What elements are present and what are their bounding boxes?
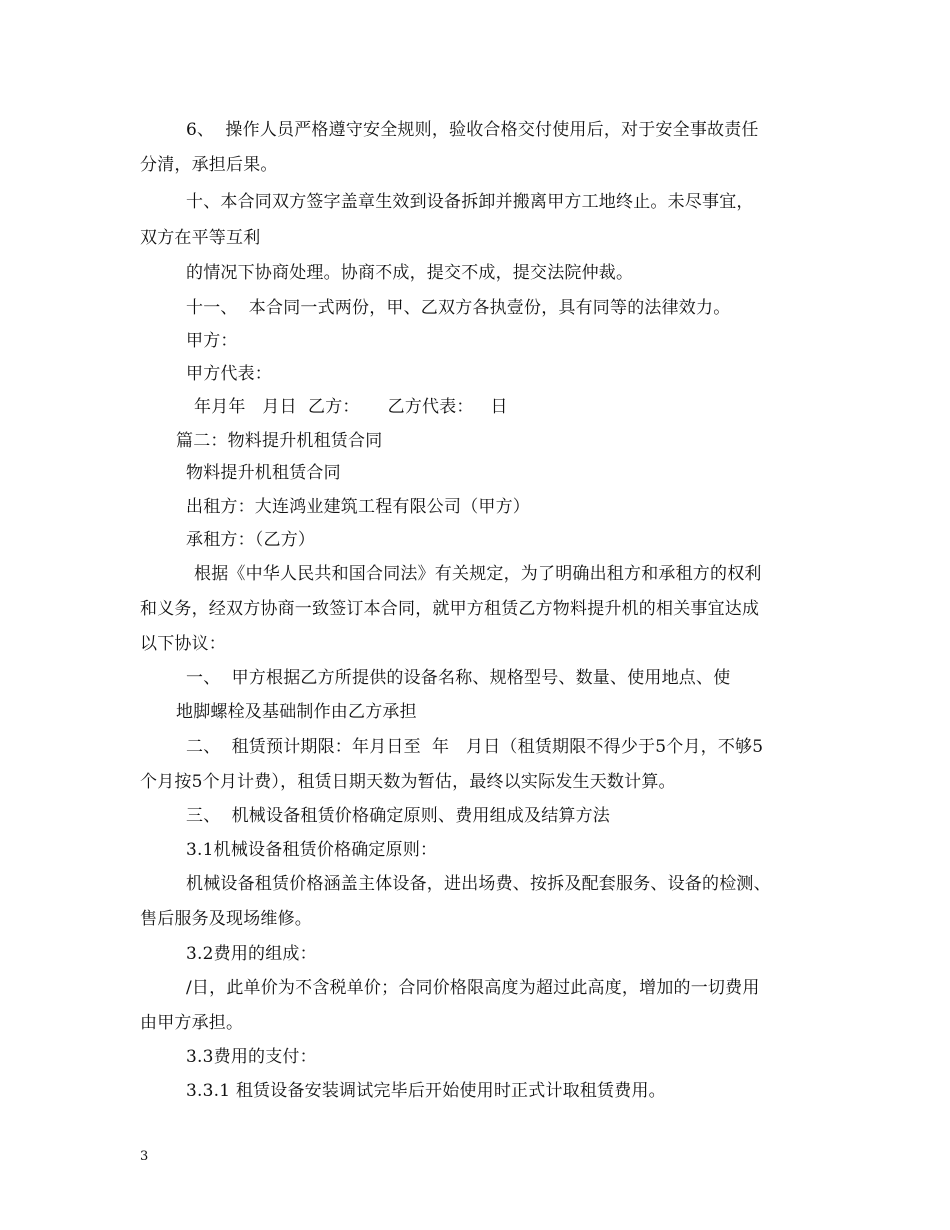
page-number: 3 bbox=[140, 1149, 149, 1164]
text-line: 售后服务及现场维修。 bbox=[140, 909, 312, 929]
text-line: 3.2费用的组成： bbox=[186, 944, 317, 964]
section-heading: 篇二：物料提升机租赁合同 bbox=[176, 431, 383, 451]
text-line: 一、 甲方根据乙方所提供的设备名称、规格型号、数量、使用地点、使 bbox=[186, 668, 731, 688]
text-line: 6、 操作人员严格遵守安全规则，验收合格交付使用后，对于安全事故责任 bbox=[186, 120, 759, 140]
text-line: 个月按5个月计费），租赁日期天数为暂估，最终以实际发生天数计算。 bbox=[140, 772, 676, 792]
text-line: 3.3费用的支付： bbox=[186, 1047, 317, 1067]
text-line: 分清，承担后果。 bbox=[140, 155, 278, 175]
text-line: 年月年 月日 乙方： 乙方代表： 日 bbox=[194, 397, 508, 417]
text-line: 机械设备租赁价格涵盖主体设备，进出场费、按拆及配套服务、设备的检测、 bbox=[186, 874, 771, 894]
text-line: 根据《中华人民共和国合同法》有关规定，为了明确出租方和承租方的权利 bbox=[194, 564, 762, 584]
text-line: 三、 机械设备租赁价格确定原则、费用组成及结算方法 bbox=[186, 806, 611, 826]
text-line: 的情况下协商处理。协商不成，提交不成，提交法院仲裁。 bbox=[186, 263, 634, 283]
text-line: 3.1机械设备租赁价格确定原则： bbox=[186, 840, 438, 860]
text-line: 十一、 本合同一式两份，甲、乙双方各执壹份，具有同等的法律效力。 bbox=[186, 298, 731, 318]
document-title: 物料提升机租赁合同 bbox=[186, 463, 341, 483]
text-line: 和义务，经双方协商一致签订本合同，就甲方租赁乙方物料提升机的相关事宜达成 bbox=[140, 599, 760, 619]
text-line: 地脚螺栓及基础制作由乙方承担 bbox=[176, 702, 417, 722]
text-line: 甲方： bbox=[186, 331, 238, 351]
text-line: 十、本合同双方签字盖章生效到设备拆卸并搬离甲方工地终止。未尽事宜， bbox=[186, 192, 754, 212]
text-line: /日，此单价为不含税单价；合同价格限高度为超过此高度，增加的一切费用 bbox=[186, 978, 760, 998]
text-line: 3.3.1 租赁设备安装调试完毕后开始使用时正式计取租赁费用。 bbox=[186, 1081, 666, 1101]
text-line: 双方在平等互利 bbox=[140, 228, 261, 248]
text-line: 二、 租赁预计期限：年月日至 年 月日（租赁期限不得少于5个月，不够5 bbox=[186, 737, 764, 757]
text-line: 由甲方承担。 bbox=[140, 1013, 244, 1033]
text-line: 出租方：大连鸿业建筑工程有限公司（甲方） bbox=[186, 497, 530, 517]
text-line: 承租方：（乙方） bbox=[186, 530, 316, 550]
text-line: 以下协议： bbox=[140, 634, 226, 654]
text-line: 甲方代表： bbox=[186, 364, 272, 384]
